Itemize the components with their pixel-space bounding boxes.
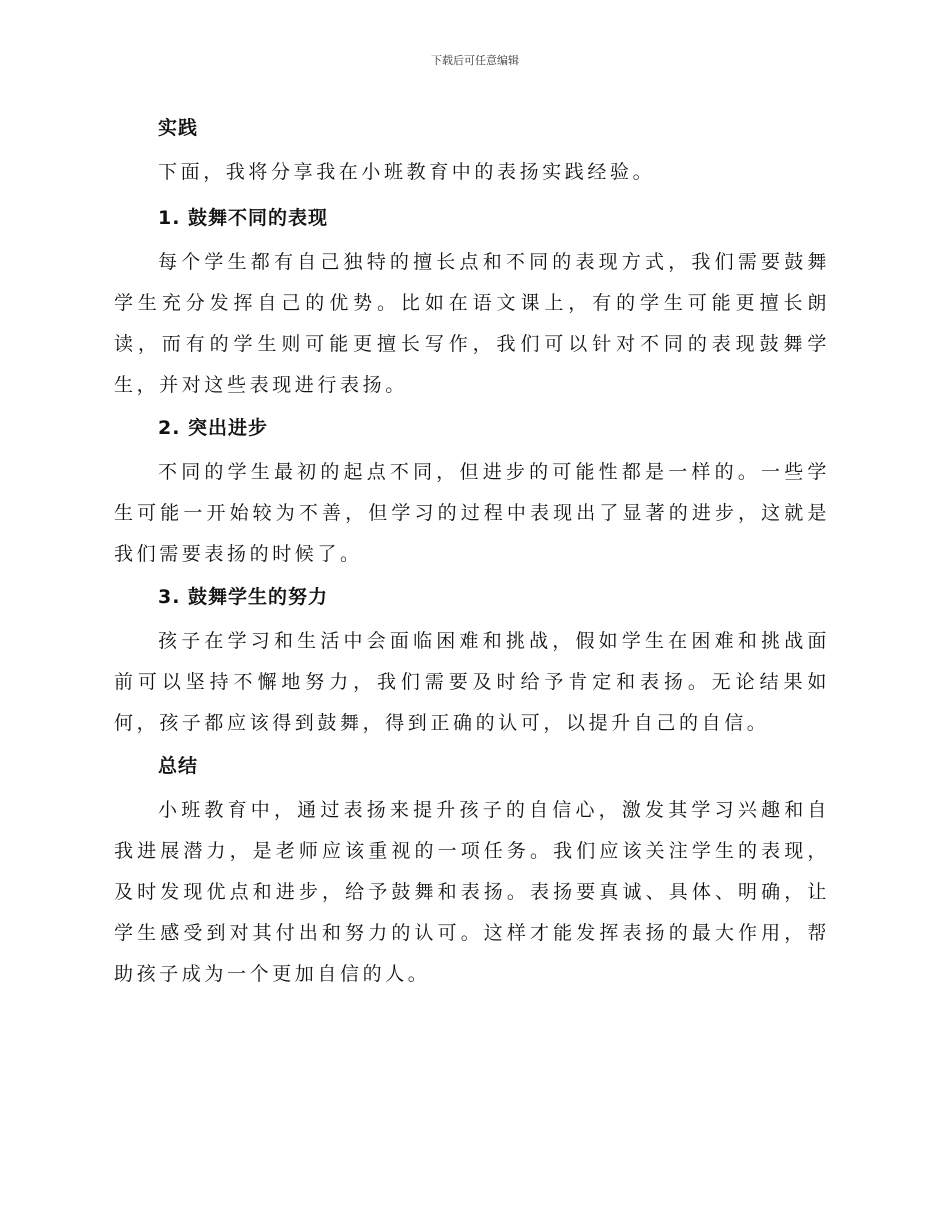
paragraph-encourage-effort: 孩子在学习和生活中会面临困难和挑战，假如学生在困难和挑战面前可以坚持不懈地努力，我们需要及时给予肯定和表扬。无论结果如何，孩子都应该得到鼓舞，得到正确的认可，以提升自己的自信。 <box>114 630 830 734</box>
paragraph-summary: 小班教育中，通过表扬来提升孩子的自信心，激发其学习兴趣和自我进展潜力，是老师应该重视的一项任务。我们应该关注学生的表现，及时发现优点和进步，给予鼓舞和表扬。表扬要真诚、具体、明确，让学生感受到对其付出和努力的认可。这样才能发挥表扬的最大作用，帮助孩子成为一个更加自信的人。 <box>114 799 830 985</box>
section-heading-encourage-effort: 3. 鼓舞学生的努力 <box>158 586 329 608</box>
document-body <box>114 111 830 1000</box>
section-heading-highlight-progress: 2. 突出进步 <box>158 417 269 439</box>
section-heading-summary: 总结 <box>158 755 199 777</box>
paragraph-highlight-progress: 不同的学生最初的起点不同，但进步的可能性都是一样的。一些学生可能一开始较为不善，但学习的过程中表现出了显著的进步，这就是我们需要表扬的时候了。 <box>114 461 830 565</box>
paragraph-intro: 下面，我将分享我在小班教育中的表扬实践经验。 <box>158 161 656 183</box>
section-heading-encourage-different: 1. 鼓舞不同的表现 <box>158 207 329 229</box>
page-header: 下载后可任意编辑 <box>431 54 519 67</box>
paragraph-encourage-different: 每个学生都有自己独特的擅长点和不同的表现方式，我们需要鼓舞学生充分发挥自己的优势。比如在语文课上，有的学生可能更擅长朗读，而有的学生则可能更擅长写作，我们可以针对不同的表现鼓舞学生，并对这些表现进行表扬。 <box>114 251 830 396</box>
section-heading-practice: 实践 <box>158 117 199 139</box>
